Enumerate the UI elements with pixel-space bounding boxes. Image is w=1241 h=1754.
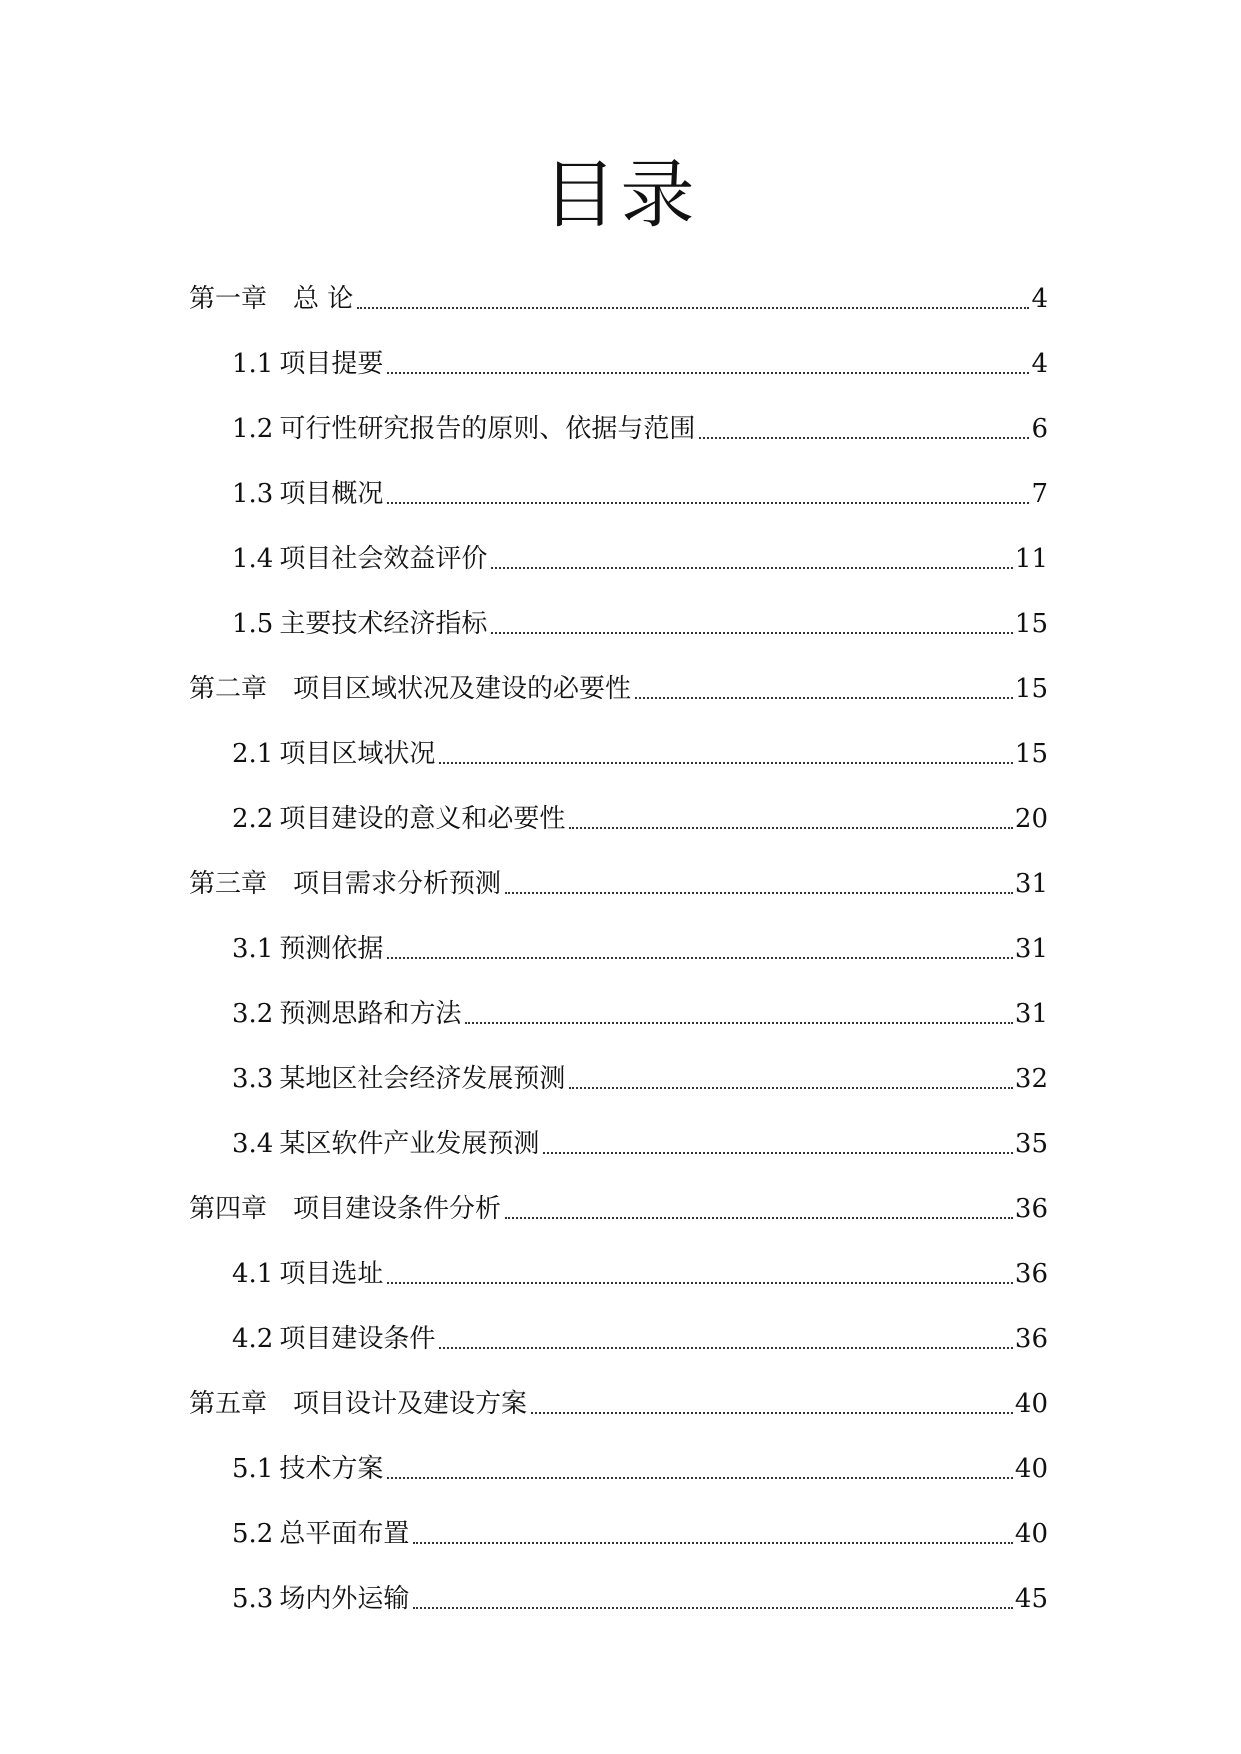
toc-entry-page-number: 6 (1031, 414, 1048, 444)
toc-entry-title: 项目区域状况及建设的必要性 (293, 674, 632, 704)
toc-entry-number: 第四章 (189, 1194, 268, 1224)
toc-entry-title: 项目社会效益评价 (279, 544, 488, 574)
toc-entry-number: 第三章 (189, 869, 268, 899)
dot-leader (505, 1216, 1013, 1219)
toc-entry-number: 3.1 (232, 934, 274, 964)
dot-leader (505, 891, 1013, 894)
toc-section-entry[interactable] (0, 577, 1241, 642)
toc-entry-title: 总 论 (293, 284, 354, 314)
toc-section-entry[interactable] (0, 382, 1241, 447)
dot-leader (465, 1021, 1013, 1024)
toc-chapter-entry[interactable] (0, 642, 1241, 707)
toc-entry-page-number: 31 (1014, 999, 1048, 1029)
dot-leader (413, 1606, 1013, 1609)
toc-entry-title: 项目需求分析预测 (293, 869, 502, 899)
toc-entry-title: 项目提要 (279, 349, 384, 379)
toc-section-entry[interactable] (0, 1487, 1241, 1552)
toc-chapter-entry[interactable] (0, 837, 1241, 902)
toc-entry-number: 3.2 (232, 999, 274, 1029)
toc-section-entry[interactable] (0, 1552, 1241, 1617)
toc-entry-page-number: 11 (1014, 544, 1048, 574)
toc-entry-page-number: 15 (1014, 609, 1048, 639)
toc-entry-page-number: 15 (1014, 739, 1048, 769)
toc-section-entry[interactable] (0, 1227, 1241, 1292)
toc-section-entry[interactable] (0, 1292, 1241, 1357)
toc-entry-title: 预测依据 (279, 934, 384, 964)
dot-leader (387, 371, 1029, 374)
dot-leader (357, 306, 1029, 309)
toc-entry-page-number: 45 (1014, 1584, 1048, 1614)
toc-entry-number: 5.1 (232, 1454, 274, 1484)
toc-entry-title: 项目选址 (279, 1259, 384, 1289)
dot-leader (387, 956, 1013, 959)
toc-section-entry[interactable] (0, 317, 1241, 382)
toc-entry-page-number: 31 (1014, 869, 1048, 899)
toc-entry-number: 3.4 (232, 1129, 274, 1159)
toc-entry-page-number: 40 (1014, 1454, 1048, 1484)
toc-entry-title: 可行性研究报告的原则、依据与范围 (279, 414, 696, 444)
toc-section-entry[interactable] (0, 707, 1241, 772)
toc-entry-page-number: 36 (1014, 1194, 1048, 1224)
toc-entry-page-number: 35 (1014, 1129, 1048, 1159)
toc-entry-title: 场内外运输 (279, 1584, 410, 1614)
dot-leader (387, 501, 1029, 504)
toc-entry-title: 某区软件产业发展预测 (279, 1129, 540, 1159)
toc-entry-page-number: 32 (1014, 1064, 1048, 1094)
toc-section-entry[interactable] (0, 1097, 1241, 1162)
toc-entry-number: 1.2 (232, 414, 274, 444)
toc-entry-title: 项目建设条件分析 (293, 1194, 502, 1224)
dot-leader (413, 1541, 1013, 1544)
toc-chapter-entry[interactable] (0, 1162, 1241, 1227)
toc-entry-number: 1.5 (232, 609, 274, 639)
toc-entry-page-number: 7 (1031, 479, 1048, 509)
toc-entry-number: 4.2 (232, 1324, 274, 1354)
toc-entry-page-number: 20 (1014, 804, 1048, 834)
toc-entry-title: 项目建设条件 (279, 1324, 436, 1354)
toc-entry-number: 3.3 (232, 1064, 274, 1094)
toc-entry-page-number: 40 (1014, 1389, 1048, 1419)
toc-section-entry[interactable] (0, 902, 1241, 967)
toc-section-entry[interactable] (0, 447, 1241, 512)
toc-entry-number: 1.1 (232, 349, 274, 379)
toc-entry-title: 预测思路和方法 (279, 999, 462, 1029)
toc-entry-number: 第一章 (189, 284, 268, 314)
dot-leader (439, 1346, 1013, 1349)
toc-entry-page-number: 15 (1014, 674, 1048, 704)
dot-leader (387, 1281, 1013, 1284)
toc-entry-title: 某地区社会经济发展预测 (279, 1064, 566, 1094)
toc-entry-page-number: 31 (1014, 934, 1048, 964)
toc-entry-number: 5.2 (232, 1519, 274, 1549)
toc-section-entry[interactable] (0, 1032, 1241, 1097)
toc-chapter-entry[interactable] (0, 252, 1241, 317)
toc-list (0, 252, 1241, 1617)
dot-leader (635, 696, 1013, 699)
toc-entry-number: 第二章 (189, 674, 268, 704)
dot-leader (491, 631, 1013, 634)
dot-leader (531, 1411, 1013, 1414)
dot-leader (387, 1476, 1013, 1479)
dot-leader (491, 566, 1013, 569)
toc-section-entry[interactable] (0, 1422, 1241, 1487)
toc-entry-page-number: 36 (1014, 1259, 1048, 1289)
toc-entry-number: 4.1 (232, 1259, 274, 1289)
dot-leader (569, 826, 1013, 829)
toc-entry-number: 1.4 (232, 544, 274, 574)
toc-entry-title: 项目设计及建设方案 (293, 1389, 528, 1419)
toc-title: 目录 (542, 152, 699, 238)
dot-leader (543, 1151, 1013, 1154)
toc-entry-number: 2.2 (232, 804, 274, 834)
dot-leader (699, 436, 1029, 439)
toc-entry-title: 主要技术经济指标 (279, 609, 488, 639)
toc-entry-number: 第五章 (189, 1389, 268, 1419)
toc-section-entry[interactable] (0, 772, 1241, 837)
toc-entry-title: 项目区域状况 (279, 739, 436, 769)
toc-entry-title: 项目建设的意义和必要性 (279, 804, 566, 834)
toc-entry-page-number: 4 (1031, 349, 1048, 379)
toc-section-entry[interactable] (0, 967, 1241, 1032)
toc-entry-number: 5.3 (232, 1584, 274, 1614)
toc-entry-page-number: 36 (1014, 1324, 1048, 1354)
toc-entry-page-number: 4 (1031, 284, 1048, 314)
toc-entry-title: 技术方案 (279, 1454, 384, 1484)
dot-leader (569, 1086, 1013, 1089)
toc-entry-page-number: 40 (1014, 1519, 1048, 1549)
toc-entry-title: 总平面布置 (279, 1519, 410, 1549)
toc-entry-number: 1.3 (232, 479, 274, 509)
toc-entry-number: 2.1 (232, 739, 274, 769)
toc-section-entry[interactable] (0, 512, 1241, 577)
toc-chapter-entry[interactable] (0, 1357, 1241, 1422)
toc-entry-title: 项目概况 (279, 479, 384, 509)
dot-leader (439, 761, 1013, 764)
